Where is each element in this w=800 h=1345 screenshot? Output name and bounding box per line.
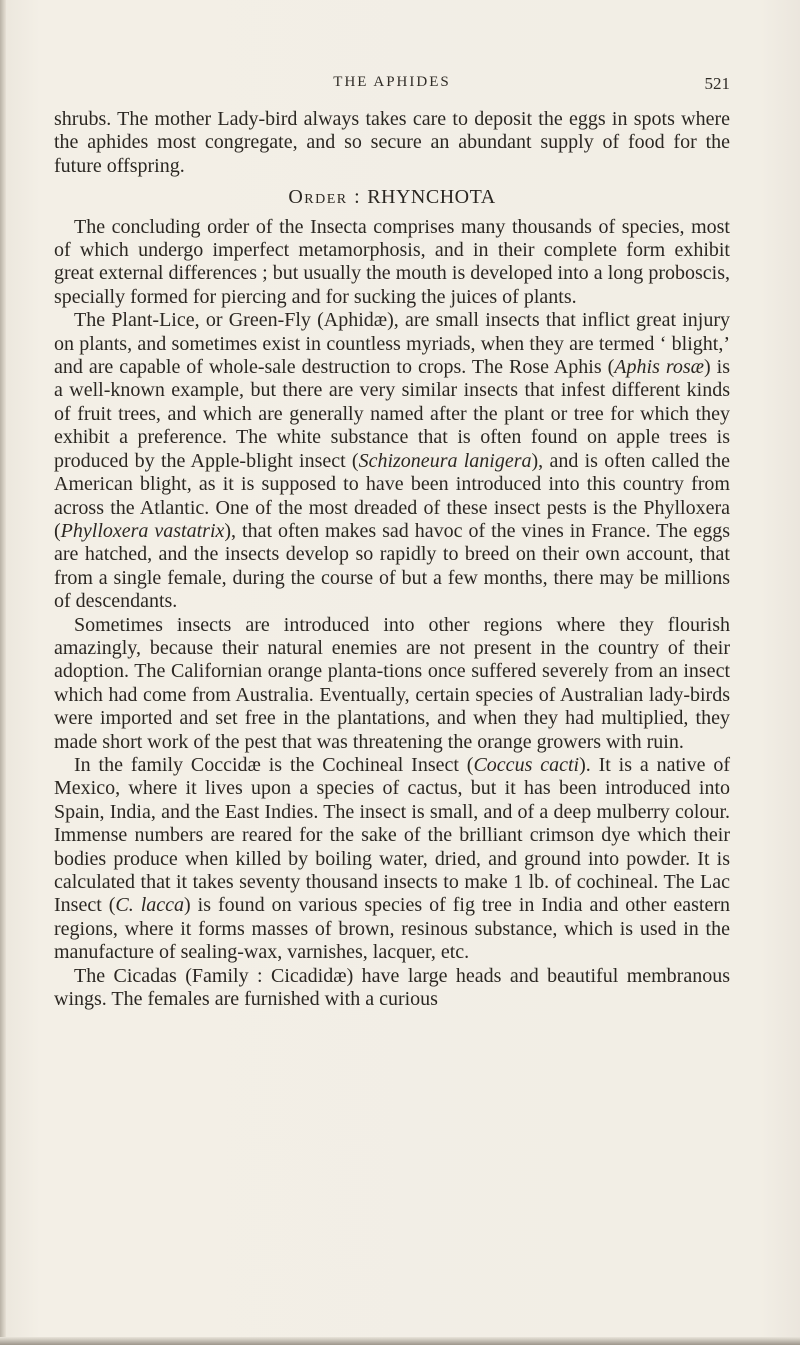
paragraph-coccidae — [54, 754, 730, 965]
page-number: 521 — [704, 74, 730, 93]
paragraph-introduced-insects: Sometimes insects are introduced into other regions where they flourish amazingly, because their natural enemies are not present in the country of their adoption. The Californian orange planta-tions once suffered severely from an insect which had come from Australia. Eventually, certain species of Australian lady-birds were imported and set free in the plantations, and when they had multiplied, they made short work of the pest that was threatening the orange growers with ruin. — [54, 613, 730, 753]
body-text — [54, 108, 730, 1011]
page-header — [54, 74, 730, 98]
heading-label: Order : — [288, 186, 362, 209]
text-run: The Plant-Lice, or Green-Fly (Aphidæ), are small insects that inflict great injury on plants, and sometimes exist in countless myriads, when they are termed ‘ blight,’ and are capable of whole-sale destruction to crops. The Rose Aphis ( — [54, 309, 730, 379]
species-name: Aphis rosæ — [614, 356, 705, 379]
species-name: Coccus cacti — [473, 753, 580, 776]
page-bottom-edge — [0, 1337, 800, 1345]
species-name: Schizoneura lanigera — [358, 449, 532, 472]
species-name: C. lacca — [115, 894, 185, 917]
paragraph-plant-lice — [54, 309, 730, 613]
text-run: ) is a well-known example, but there are very similar insects that infest different kinds of fruit trees, and which are generally named after the plant or tree for which they exhibit a preference. The white substance that is often found on apple trees is produced by the Apple-blight insect ( — [54, 356, 730, 472]
intro-paragraph: shrubs. The mother Lady-bird always takes care to deposit the eggs in spots where the aphides most congregate, and so secure an abundant supply of food for the future offspring. — [54, 108, 730, 177]
text-run: ). It is a native of Mexico, where it lives upon a species of cactus, but it has been introduced into Spain, India, and the East Indies. The insect is small, and of a deep mulberry colour. Immense numbers are reared for the sake of the brilliant crimson dye which their bodies produce when killed by boiling water, dried, and ground into powder. It is calculated that it takes seventy thousand insects to make 1 lb. of cochineal. The Lac Insect ( — [54, 753, 731, 917]
section-heading — [54, 186, 730, 209]
text-run: ) is found on various species of fig tree in India and other eastern regions, where it forms masses of brown, resinous substance, which is used in the manufacture of sealing-wax, varnishes, lacquer, etc. — [54, 894, 730, 964]
species-name: Phylloxera vastatrix — [60, 519, 225, 542]
paragraph-cicadas: The Cicadas (Family : Cicadidæ) have large heads and beautiful membranous wings. The females are furnished with a curious — [54, 964, 730, 1011]
page-spine-shadow — [0, 0, 6, 1345]
paragraph-rhynchota: The concluding order of the Insecta comprises many thousands of species, most of which undergo imperfect metamorphosis, and in their complete form exhibit great external differences ; but usually the mouth is developed into a long proboscis, specially formed for piercing and for sucking the juices of plants. — [54, 215, 730, 308]
text-run: ), that often makes sad havoc of the vines in France. The eggs are hatched, and the insects develop so rapidly to breed on their own account, that from a single female, during the course of but a few months, there may be millions of descendants. — [54, 519, 730, 613]
text-run: ), and is often called the American blight, as it is supposed to have been introduced into this country from across the Atlantic. One of the most dreaded of these insect pests is the Phylloxera ( — [54, 449, 730, 542]
running-head: THE APHIDES — [333, 74, 451, 90]
heading-name: RHYNCHOTA — [367, 186, 496, 209]
text-run: In the family Coccidæ is the Cochineal Insect ( — [74, 753, 474, 776]
